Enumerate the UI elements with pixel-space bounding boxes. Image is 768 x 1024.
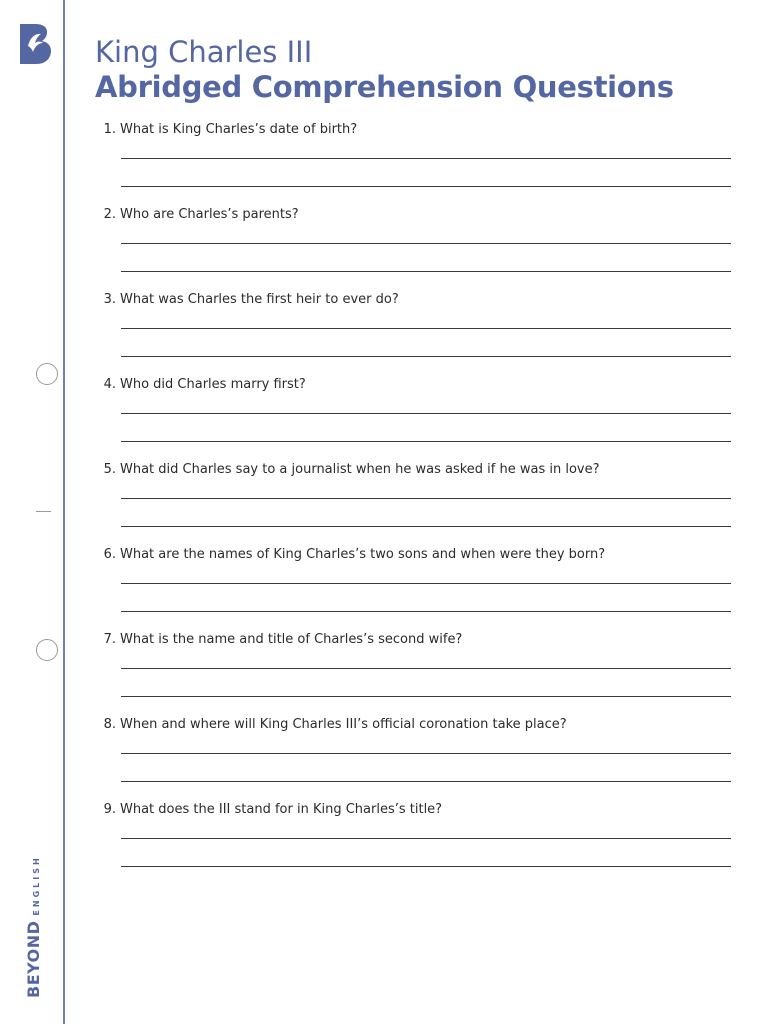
question-number: 5. — [103, 462, 116, 477]
answer-line[interactable] — [121, 526, 731, 527]
answer-line[interactable] — [121, 441, 731, 442]
question-item — [98, 631, 731, 716]
question-number: 6. — [103, 547, 116, 562]
question-item — [98, 716, 731, 801]
question-number: 7. — [103, 632, 116, 647]
answer-line[interactable] — [121, 838, 731, 839]
question-item — [98, 206, 731, 291]
binder-hole — [36, 363, 58, 385]
question-number: 4. — [103, 377, 116, 392]
margin-line — [63, 0, 65, 1024]
brand-name-main: BEYOND — [24, 920, 43, 998]
question-item — [98, 121, 731, 206]
question-text: What did Charles say to a journalist when he was asked if he was in love? — [120, 462, 600, 477]
question-text: Who are Charles’s parents? — [120, 207, 299, 222]
answer-line[interactable] — [121, 611, 731, 612]
question-item — [98, 546, 731, 631]
question-item — [98, 291, 731, 376]
question-number: 8. — [103, 717, 116, 732]
question-item — [98, 801, 731, 886]
fold-mark — [36, 511, 51, 512]
answer-line[interactable] — [121, 356, 731, 357]
brand-wordmark — [24, 855, 43, 998]
answer-line[interactable] — [121, 781, 731, 782]
question-list — [98, 121, 731, 886]
answer-line[interactable] — [121, 158, 731, 159]
brand-name-sub: ENGLISH — [32, 855, 41, 916]
answer-line[interactable] — [121, 271, 731, 272]
answer-line[interactable] — [121, 753, 731, 754]
answer-line[interactable] — [121, 243, 731, 244]
question-text: When and where will King Charles III’s official coronation take place? — [120, 717, 567, 732]
answer-line[interactable] — [121, 413, 731, 414]
question-number: 9. — [103, 802, 116, 817]
beyond-logo-icon — [14, 22, 52, 66]
answer-line[interactable] — [121, 866, 731, 867]
question-text: What is the name and title of Charles’s second wife? — [120, 632, 463, 647]
answer-line[interactable] — [121, 668, 731, 669]
question-text: What was Charles the first heir to ever do? — [120, 292, 399, 307]
answer-line[interactable] — [121, 186, 731, 187]
question-text: What is King Charles’s date of birth? — [120, 122, 358, 137]
question-item — [98, 376, 731, 461]
question-text: What does the III stand for in King Charles’s title? — [120, 802, 443, 817]
question-text: What are the names of King Charles’s two sons and when were they born? — [120, 547, 606, 562]
page-subtitle: Abridged Comprehension Questions — [95, 70, 674, 104]
answer-line[interactable] — [121, 498, 731, 499]
answer-line[interactable] — [121, 583, 731, 584]
question-number: 2. — [103, 207, 116, 222]
answer-line[interactable] — [121, 328, 731, 329]
question-number: 3. — [103, 292, 116, 307]
question-item — [98, 461, 731, 546]
page-title: King Charles III — [95, 35, 313, 69]
answer-line[interactable] — [121, 696, 731, 697]
binder-hole — [36, 639, 58, 661]
question-text: Who did Charles marry first? — [120, 377, 306, 392]
question-number: 1. — [103, 122, 116, 137]
